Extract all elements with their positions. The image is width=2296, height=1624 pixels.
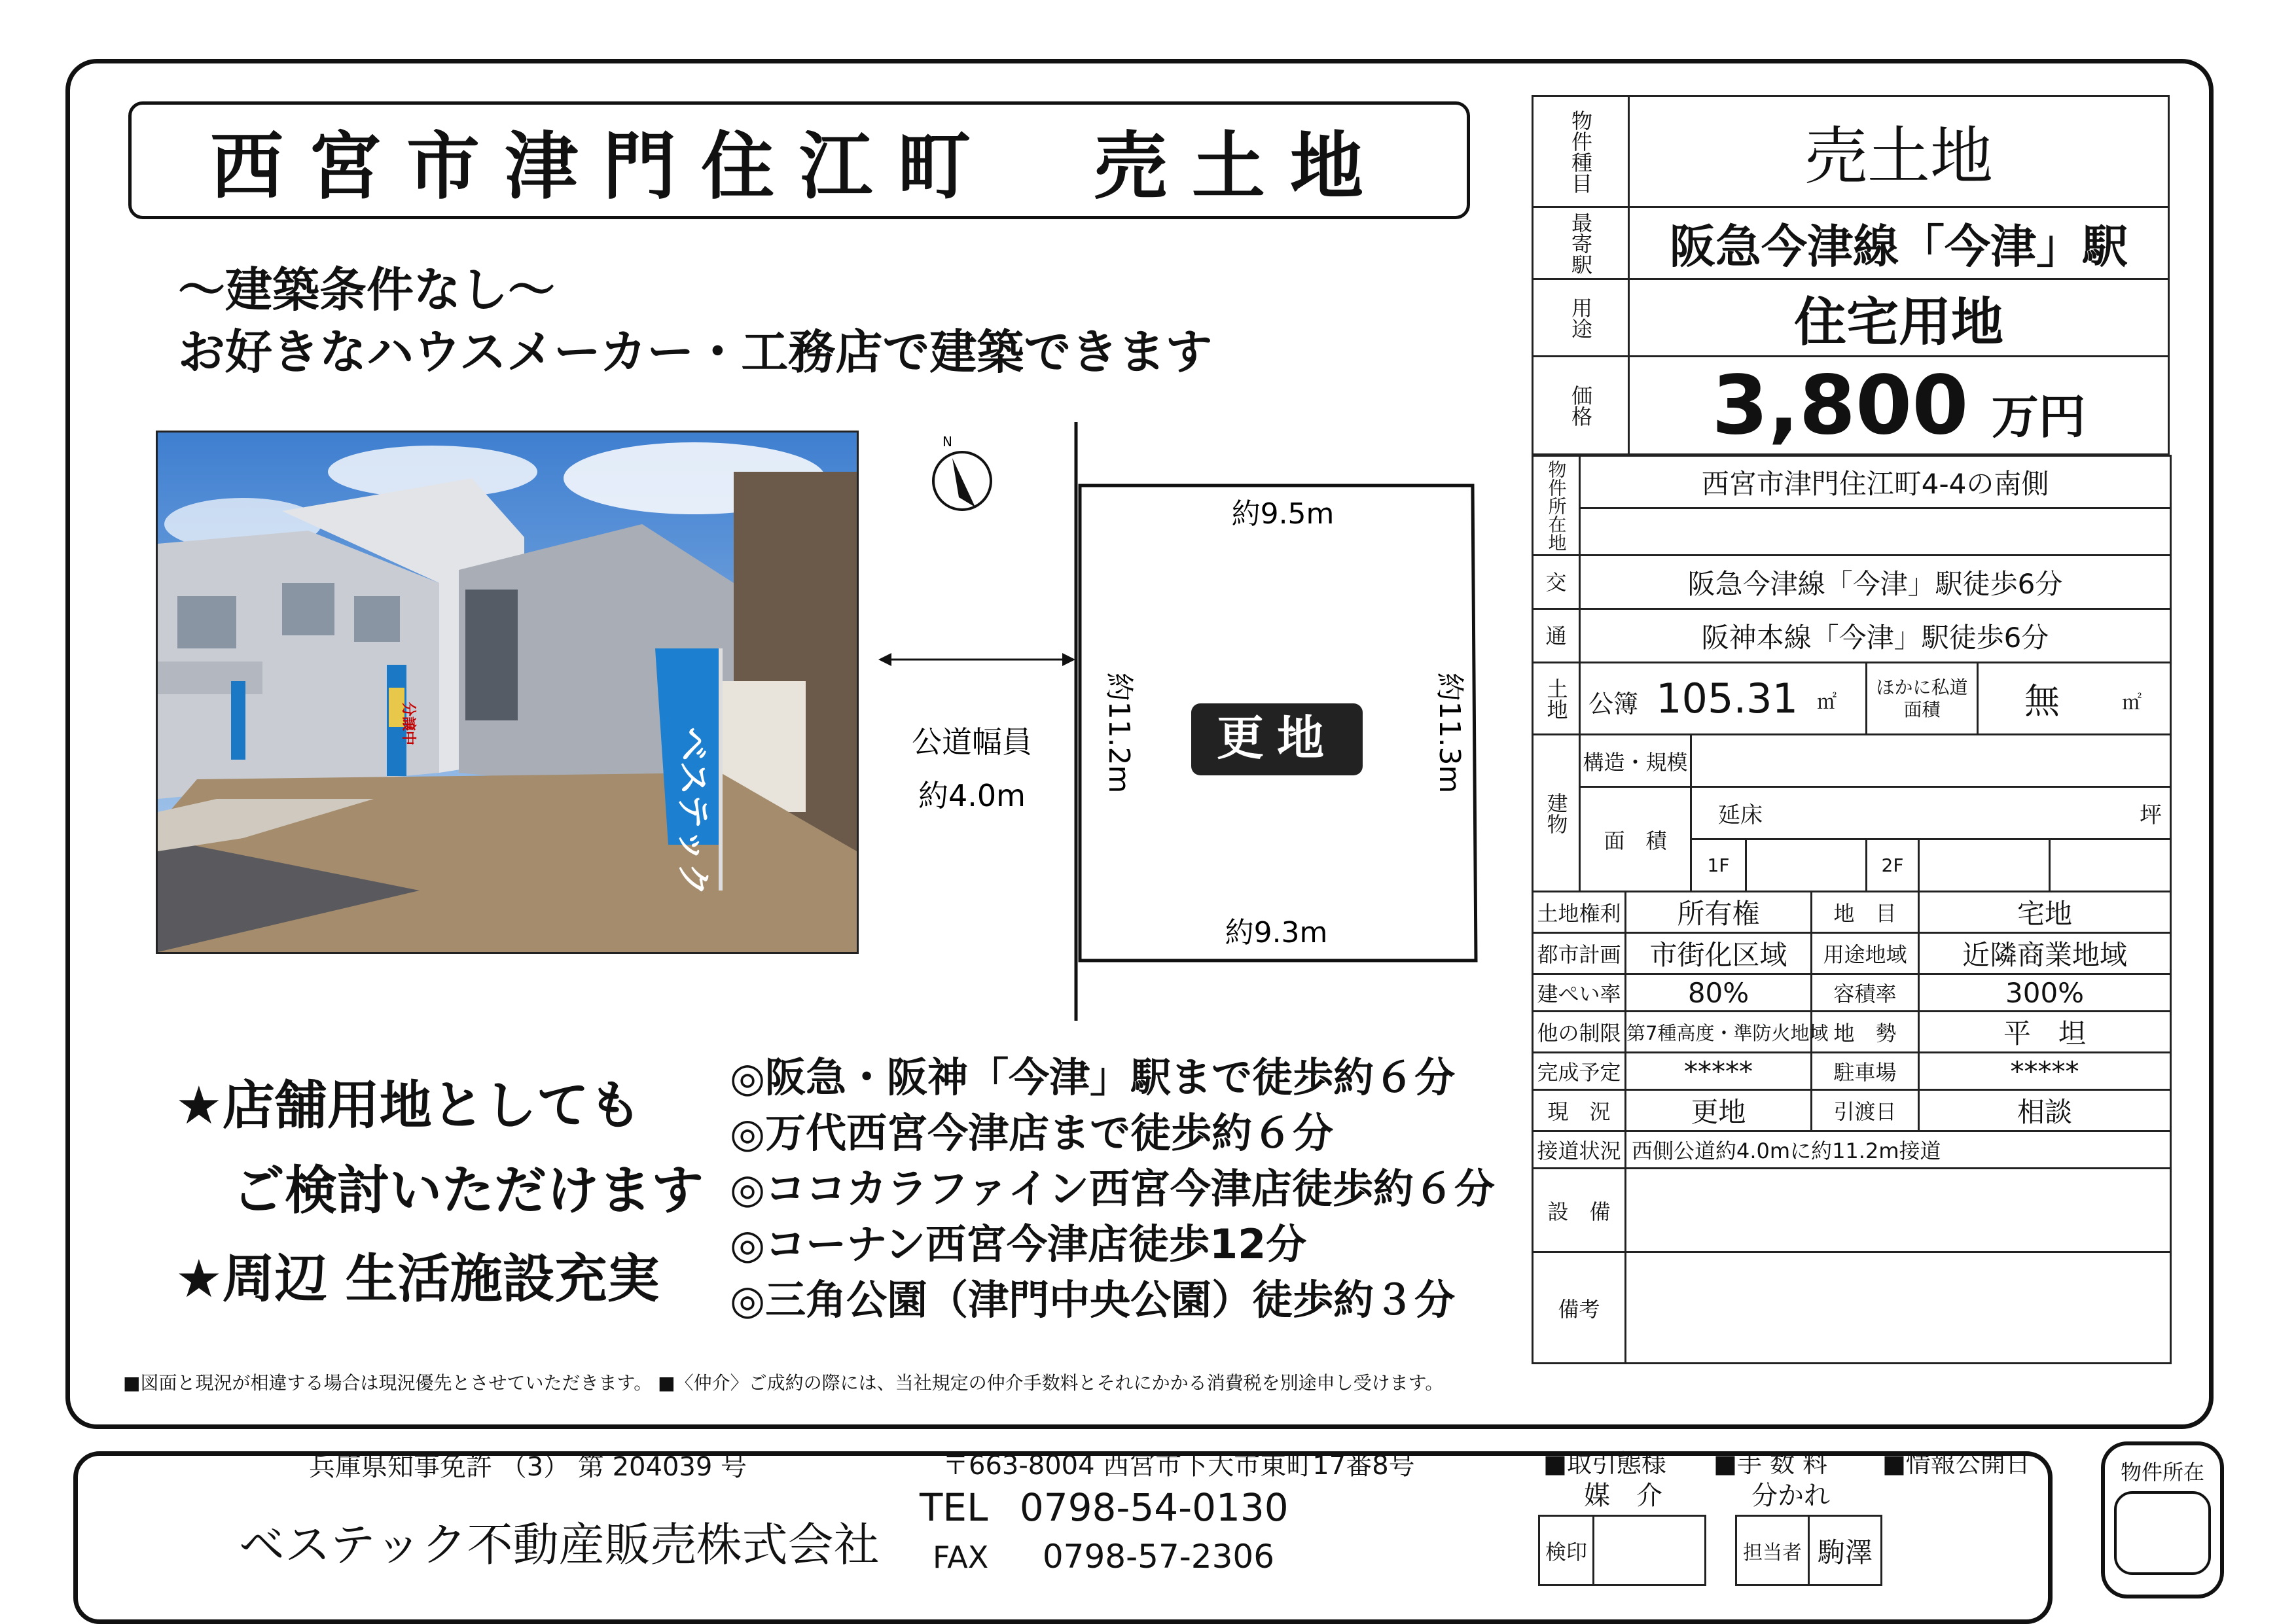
tel-line	[920, 1485, 1289, 1530]
spec-label: 他の制限	[1533, 1012, 1626, 1053]
seal-box	[1594, 1516, 1706, 1585]
spec-value: *****	[1919, 1053, 2171, 1090]
spec-value: 所有権	[1626, 892, 1812, 933]
structure-label: 構造・規模	[1580, 735, 1691, 787]
corner-location-label: 物件所在	[2120, 1460, 2204, 1485]
spec-label: 容積率	[1812, 974, 1919, 1012]
page-title: 西宮市津門住江町 売土地	[210, 124, 1388, 209]
lot-status-label: 更地	[1216, 711, 1338, 766]
feature-star-1-line-1: ★店舗用地としても	[175, 1075, 641, 1136]
location-value: 西宮市津門住江町4-4の南側	[1580, 456, 2171, 508]
structure-value	[1691, 735, 2171, 787]
flag-label: ベステック	[673, 727, 712, 896]
access-value: 西側公道約4.0mに約11.2m接道	[1626, 1131, 2171, 1169]
floor2-value	[1919, 839, 2050, 892]
fee-label: ■手 数 料	[1713, 1449, 1828, 1478]
lead-line-1: ～建築条件なし～	[178, 262, 556, 317]
feature-item: ◎三角公園（津門中央公園）徒歩約３分	[730, 1276, 1456, 1324]
private-road-value: 無	[2024, 680, 2060, 722]
banner-label: 分譲中	[400, 702, 416, 746]
staff-name: 駒澤	[1809, 1516, 1882, 1585]
price-cell	[1629, 357, 2169, 455]
spec-label: 用途地域	[1812, 933, 1919, 974]
north-compass-icon	[933, 434, 991, 510]
land-registry-label: 公簿	[1588, 690, 1639, 718]
floor-area-cell	[1691, 787, 2171, 839]
spec-value: 相談	[1919, 1090, 2171, 1131]
spec-label: 駐車場	[1812, 1053, 1919, 1090]
spec-value: 宅地	[1919, 892, 2171, 933]
floor-extra	[2050, 839, 2171, 892]
station-label: 最寄駅	[1533, 207, 1629, 279]
location-blank	[1580, 508, 2171, 556]
equipment-label: 設 備	[1533, 1169, 1626, 1252]
dim-bottom: 約9.3m	[1225, 916, 1328, 949]
spec-label: 引渡日	[1812, 1090, 1919, 1131]
feature-item: ◎万代西宮今津店まで徒歩約６分	[730, 1109, 1334, 1157]
seal-table	[1538, 1515, 1882, 1586]
lot-plan-diagram	[851, 406, 1492, 1034]
tel-label: TEL	[920, 1485, 988, 1530]
access-label: 接道状況	[1533, 1131, 1626, 1169]
property-photo	[156, 431, 859, 954]
private-road-label: ほかに私道面積	[1867, 663, 1978, 735]
land-area-value: 105.31	[1656, 675, 1799, 722]
transport-label-2: 通	[1533, 609, 1580, 663]
feature-item: ◎ココカラファイン西宮今津店徒歩約６分	[730, 1165, 1495, 1212]
use-value: 住宅用地	[1629, 279, 2169, 357]
spec-label: 建ぺい率	[1533, 974, 1626, 1012]
spec-label: 地 勢	[1812, 1012, 1919, 1053]
spec-value: 80%	[1626, 974, 1812, 1012]
corner-location-box	[2101, 1441, 2224, 1598]
license-text: 兵庫県知事免許 （3） 第 204039 号	[309, 1452, 747, 1482]
price-label: 価格	[1533, 357, 1629, 455]
price-value: 3,800	[1712, 358, 1969, 453]
spec-value: 平 坦	[1919, 1012, 2171, 1053]
tel-number: 0798-54-0130	[1019, 1485, 1289, 1530]
spec-value: 300%	[1919, 974, 2171, 1012]
spec-label: 地 目	[1812, 892, 1919, 933]
company-name: ベステック不動産販売株式会社	[239, 1518, 880, 1572]
feature-item: ◎阪急・阪神「今津」駅まで徒歩約６分	[730, 1053, 1456, 1101]
spec-label: 完成予定	[1533, 1053, 1626, 1090]
lead-line-2: お好きなハウスメーカー・工務店で建築できます	[178, 325, 1213, 380]
tsubo-label: 坪	[2140, 802, 2162, 828]
building-label: 建物	[1533, 735, 1580, 892]
deal-value: 媒 介	[1584, 1481, 1662, 1511]
company-address: 〒663-8004 西宮市下大市東町17番8号	[942, 1451, 1415, 1481]
transport-label-1: 交	[1533, 556, 1580, 609]
road-width-value: 約4.0m	[918, 778, 1026, 813]
details-table	[1532, 455, 2172, 1364]
dim-left: 約11.2m	[1102, 672, 1136, 794]
dim-top: 約9.5m	[1231, 497, 1335, 531]
floor1-value	[1746, 839, 1867, 892]
price-unit: 万円	[1991, 389, 2086, 444]
use-label: 用途	[1533, 279, 1629, 357]
remarks-label: 備考	[1533, 1252, 1626, 1364]
fax-line	[933, 1538, 1274, 1576]
fax-label: FAX	[933, 1540, 989, 1575]
staff-label: 担当者	[1736, 1516, 1809, 1585]
north-label: N	[942, 434, 952, 450]
spec-label: 現 況	[1533, 1090, 1626, 1131]
fax-number: 0798-57-2306	[1042, 1538, 1275, 1576]
dim-right: 約11.3m	[1433, 672, 1466, 794]
fee-value: 分かれ	[1751, 1481, 1830, 1511]
spec-label: 都市計画	[1533, 933, 1626, 974]
transport-2: 阪神本線「今津」駅徒歩6分	[1580, 609, 2171, 663]
equipment-value	[1626, 1169, 2171, 1252]
title-box	[128, 101, 1470, 219]
feature-star-2: ★周辺 生活施設充実	[175, 1248, 660, 1309]
private-road-cell	[1978, 663, 2171, 735]
location-label: 物件所在地	[1533, 456, 1580, 556]
deal-label: ■取引態様	[1543, 1449, 1666, 1478]
floor2-label: 2F	[1867, 839, 1919, 892]
station-value: 阪急今津線「今津」駅	[1629, 207, 2169, 279]
summary-table	[1532, 95, 2170, 455]
nobeyuka-label: 延床	[1718, 802, 1763, 828]
spec-value: 第7種高度・準防火地域	[1626, 1012, 1812, 1053]
private-road-unit: ㎡	[2122, 691, 2142, 715]
corner-inner-box	[2114, 1491, 2211, 1575]
spec-value: 近隣商業地域	[1919, 933, 2171, 974]
spec-value: *****	[1626, 1053, 1812, 1090]
type-label: 物件種目	[1533, 96, 1629, 207]
floor-area-label: 面 積	[1580, 787, 1691, 892]
spec-label: 土地権利	[1533, 892, 1626, 933]
info-date-label: ■情報公開日	[1882, 1449, 2030, 1478]
feature-star-1-line-2: ご検討いただけます	[232, 1160, 704, 1221]
spec-value: 市街化区域	[1626, 933, 1812, 974]
road-width-label: 公道幅員	[912, 724, 1032, 760]
type-value: 売土地	[1629, 96, 2169, 207]
seal-label: 検印	[1539, 1516, 1594, 1585]
footnote: ■図面と現況が相違する場合は現況優先とさせていただきます。 ■〈仲介〉ご成約の際には、当社規定の仲介手数料とそれにかかる消費税を別途申し受けます。	[123, 1372, 1444, 1394]
feature-item: ◎コーナン西宮今津店徒歩12分	[730, 1220, 1307, 1268]
transport-1: 阪急今津線「今津」駅徒歩6分	[1580, 556, 2171, 609]
land-area-cell	[1580, 663, 1867, 735]
spec-value: 更地	[1626, 1090, 1812, 1131]
land-label: 土地	[1533, 663, 1580, 735]
floor1-label: 1F	[1691, 839, 1746, 892]
remarks-value	[1626, 1252, 2171, 1364]
land-area-unit: ㎡	[1817, 690, 1837, 714]
